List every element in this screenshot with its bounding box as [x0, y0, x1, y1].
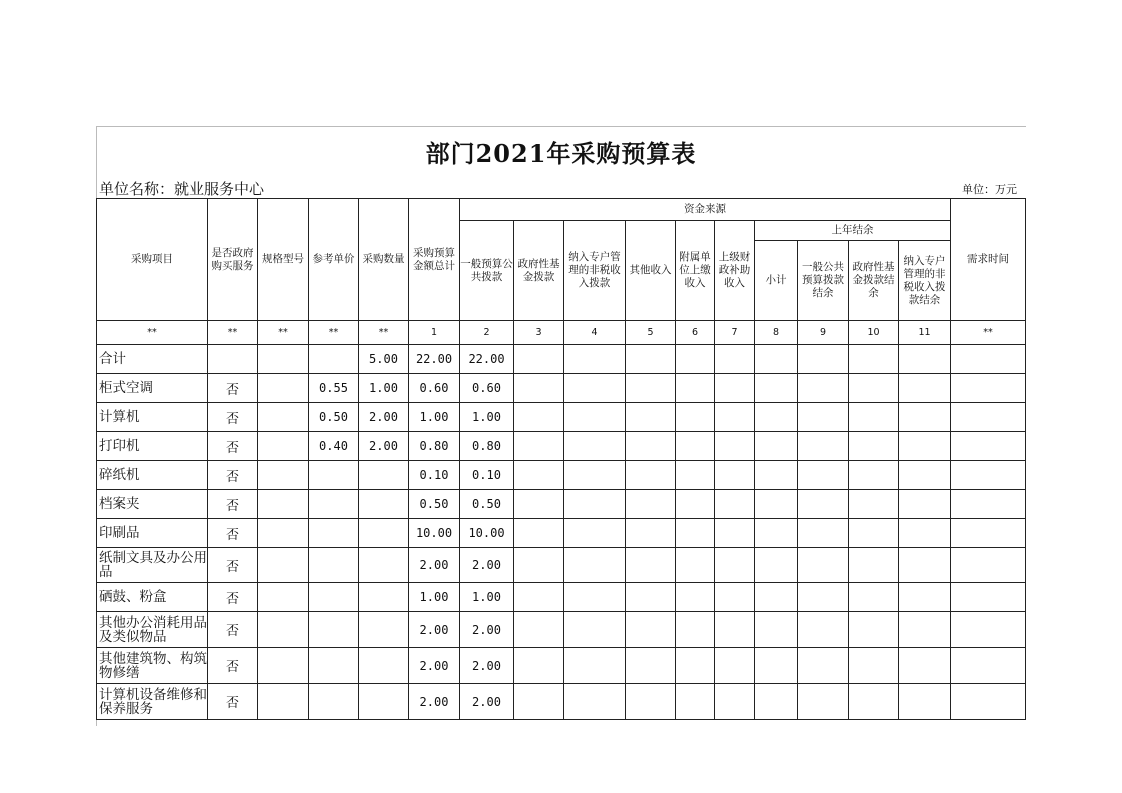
- header-spec: 规格型号: [258, 199, 309, 321]
- cell-spec: [258, 403, 309, 432]
- table-row: [97, 345, 1026, 374]
- header-fund-source: 资金来源: [460, 199, 951, 221]
- cell-empty: [715, 612, 755, 648]
- header-ly-non-tax: 纳入专户管理的非税收入拨款结余: [899, 241, 951, 321]
- cell-empty: [755, 684, 798, 720]
- cell-empty: [676, 684, 715, 720]
- cell-empty: [564, 345, 626, 374]
- code-cell: **: [97, 321, 208, 345]
- table-row: [97, 583, 1026, 612]
- cell-spec: [258, 490, 309, 519]
- table-row: [97, 648, 1026, 684]
- cell-empty: [849, 519, 899, 548]
- cell-empty: [715, 345, 755, 374]
- cell-qty: 5.00: [359, 345, 409, 374]
- header-gov-fund: 政府性基金拨款: [514, 221, 564, 321]
- cell-empty: [715, 432, 755, 461]
- cell-empty: [798, 519, 849, 548]
- cell-empty: [514, 374, 564, 403]
- cell-empty: [676, 519, 715, 548]
- cell-empty: [755, 612, 798, 648]
- cell-empty: [849, 432, 899, 461]
- cell-qty: [359, 583, 409, 612]
- cell-empty: [626, 548, 676, 583]
- cell-empty: [755, 432, 798, 461]
- cell-empty: [626, 684, 676, 720]
- cell-empty: [514, 432, 564, 461]
- cell-qty: 1.00: [359, 374, 409, 403]
- code-cell: 8: [755, 321, 798, 345]
- cell-empty: [676, 648, 715, 684]
- cell-empty: [626, 648, 676, 684]
- cell-empty: [899, 461, 951, 490]
- cell-total: 1.00: [409, 583, 460, 612]
- code-cell: **: [359, 321, 409, 345]
- cell-is-gov: 否: [208, 403, 258, 432]
- cell-empty: [899, 374, 951, 403]
- cell-empty: [514, 519, 564, 548]
- cell-empty: [798, 432, 849, 461]
- cell-empty: [564, 548, 626, 583]
- table-row: [97, 684, 1026, 720]
- cell-empty: [849, 684, 899, 720]
- code-cell: **: [309, 321, 359, 345]
- cell-empty: [849, 403, 899, 432]
- cell-ref-price: [309, 583, 359, 612]
- cell-general: 22.00: [460, 345, 514, 374]
- cell-general: 0.50: [460, 490, 514, 519]
- cell-qty: 2.00: [359, 432, 409, 461]
- cell-empty: [951, 403, 1026, 432]
- cell-empty: [899, 583, 951, 612]
- table-row: [97, 432, 1026, 461]
- cell-is-gov: 否: [208, 490, 258, 519]
- cell-qty: [359, 461, 409, 490]
- cell-item: 计算机设备维修和保养服务: [97, 684, 208, 720]
- header-ly-gov-fund: 政府性基金拨款结余: [849, 241, 899, 321]
- cell-empty: [849, 548, 899, 583]
- cell-general: 2.00: [460, 612, 514, 648]
- cell-empty: [514, 684, 564, 720]
- cell-empty: [564, 612, 626, 648]
- cell-empty: [849, 612, 899, 648]
- cell-empty: [951, 374, 1026, 403]
- cell-is-gov: 否: [208, 548, 258, 583]
- cell-total: 2.00: [409, 612, 460, 648]
- cell-empty: [715, 461, 755, 490]
- cell-empty: [676, 403, 715, 432]
- cell-empty: [849, 374, 899, 403]
- cell-empty: [798, 403, 849, 432]
- cell-empty: [798, 612, 849, 648]
- cell-empty: [899, 432, 951, 461]
- cell-empty: [951, 461, 1026, 490]
- cell-spec: [258, 548, 309, 583]
- cell-empty: [715, 548, 755, 583]
- cell-empty: [514, 461, 564, 490]
- cell-spec: [258, 374, 309, 403]
- header-last-year: 上年结余: [755, 221, 951, 241]
- cell-empty: [798, 548, 849, 583]
- header-affiliated: 附属单位上缴收入: [676, 221, 715, 321]
- cell-total: 1.00: [409, 403, 460, 432]
- cell-empty: [626, 612, 676, 648]
- cell-empty: [951, 432, 1026, 461]
- cell-is-gov: 否: [208, 684, 258, 720]
- cell-empty: [798, 490, 849, 519]
- cell-ref-price: [309, 490, 359, 519]
- cell-empty: [798, 374, 849, 403]
- cell-item: 其他建筑物、构筑物修缮: [97, 648, 208, 684]
- cell-spec: [258, 432, 309, 461]
- cell-empty: [514, 583, 564, 612]
- cell-is-gov: 否: [208, 519, 258, 548]
- cell-empty: [676, 461, 715, 490]
- cell-qty: [359, 648, 409, 684]
- cell-empty: [899, 548, 951, 583]
- cell-empty: [626, 345, 676, 374]
- cell-total: 2.00: [409, 684, 460, 720]
- cell-empty: [899, 612, 951, 648]
- table-row: [97, 374, 1026, 403]
- cell-empty: [798, 345, 849, 374]
- cell-item: 碎纸机: [97, 461, 208, 490]
- cell-empty: [798, 684, 849, 720]
- cell-spec: [258, 519, 309, 548]
- cell-empty: [951, 490, 1026, 519]
- code-cell: **: [258, 321, 309, 345]
- cell-general: 2.00: [460, 548, 514, 583]
- cell-is-gov: 否: [208, 583, 258, 612]
- cell-empty: [899, 684, 951, 720]
- cell-item: 硒鼓、粉盒: [97, 583, 208, 612]
- table-row: [97, 548, 1026, 583]
- cell-general: 0.10: [460, 461, 514, 490]
- table-row: [97, 403, 1026, 432]
- cell-empty: [755, 519, 798, 548]
- cell-item: 纸制文具及办公用品: [97, 548, 208, 583]
- cell-empty: [514, 490, 564, 519]
- cell-empty: [514, 548, 564, 583]
- cell-spec: [258, 461, 309, 490]
- cell-empty: [676, 612, 715, 648]
- table-row: [97, 519, 1026, 548]
- cell-empty: [755, 583, 798, 612]
- cell-empty: [715, 403, 755, 432]
- cell-empty: [755, 648, 798, 684]
- cell-total: 2.00: [409, 648, 460, 684]
- cell-item: 柜式空调: [97, 374, 208, 403]
- cell-empty: [715, 490, 755, 519]
- cell-qty: [359, 490, 409, 519]
- cell-total: 0.50: [409, 490, 460, 519]
- header-ref-price: 参考单价: [309, 199, 359, 321]
- cell-qty: [359, 519, 409, 548]
- cell-empty: [564, 519, 626, 548]
- cell-empty: [626, 519, 676, 548]
- cell-empty: [755, 345, 798, 374]
- header-budget-total: 采购预算金额总计: [409, 199, 460, 321]
- header-general-budget: 一般预算公共拨款: [460, 221, 514, 321]
- header-non-tax: 纳入专户管理的非税收入拨款: [564, 221, 626, 321]
- header-item: 采购项目: [97, 199, 208, 321]
- cell-empty: [951, 548, 1026, 583]
- cell-empty: [715, 583, 755, 612]
- cell-empty: [951, 519, 1026, 548]
- cell-empty: [899, 519, 951, 548]
- header-other-income: 其他收入: [626, 221, 676, 321]
- code-cell: **: [951, 321, 1026, 345]
- code-cell: 7: [715, 321, 755, 345]
- cell-empty: [626, 403, 676, 432]
- cell-ref-price: 0.40: [309, 432, 359, 461]
- cell-empty: [514, 648, 564, 684]
- cell-empty: [676, 432, 715, 461]
- cell-empty: [849, 648, 899, 684]
- cell-empty: [564, 583, 626, 612]
- cell-empty: [849, 490, 899, 519]
- cell-ref-price: [309, 612, 359, 648]
- code-cell: 9: [798, 321, 849, 345]
- cell-empty: [564, 461, 626, 490]
- cell-qty: 2.00: [359, 403, 409, 432]
- cell-general: 1.00: [460, 403, 514, 432]
- cell-empty: [798, 461, 849, 490]
- cell-empty: [676, 345, 715, 374]
- cell-item: 合计: [97, 345, 208, 374]
- unit-label: 单位：万元: [962, 183, 1017, 196]
- cell-spec: [258, 345, 309, 374]
- cell-ref-price: [309, 648, 359, 684]
- top-border: [96, 126, 1026, 127]
- code-cell: 10: [849, 321, 899, 345]
- cell-item: 其他办公消耗用品及类似物品: [97, 612, 208, 648]
- cell-empty: [755, 403, 798, 432]
- cell-general: 0.60: [460, 374, 514, 403]
- cell-item: 印刷品: [97, 519, 208, 548]
- cell-spec: [258, 583, 309, 612]
- cell-empty: [715, 684, 755, 720]
- header-subtotal: 小计: [755, 241, 798, 321]
- cell-empty: [899, 345, 951, 374]
- cell-qty: [359, 548, 409, 583]
- cell-empty: [951, 583, 1026, 612]
- header-demand-time: 需求时间: [951, 199, 1026, 321]
- code-cell: 4: [564, 321, 626, 345]
- cell-empty: [715, 519, 755, 548]
- page-title: 部门2021年采购预算表: [425, 139, 697, 168]
- unit-name: 单位名称：就业服务中心: [99, 180, 265, 198]
- cell-empty: [676, 490, 715, 519]
- cell-empty: [514, 345, 564, 374]
- header-qty: 采购数量: [359, 199, 409, 321]
- code-cell: 5: [626, 321, 676, 345]
- cell-empty: [755, 374, 798, 403]
- cell-empty: [676, 374, 715, 403]
- cell-empty: [951, 612, 1026, 648]
- cell-general: 2.00: [460, 648, 514, 684]
- cell-total: 2.00: [409, 548, 460, 583]
- cell-total: 0.60: [409, 374, 460, 403]
- cell-empty: [626, 461, 676, 490]
- cell-empty: [755, 461, 798, 490]
- cell-ref-price: [309, 684, 359, 720]
- cell-empty: [564, 374, 626, 403]
- cell-empty: [755, 548, 798, 583]
- cell-is-gov: 否: [208, 461, 258, 490]
- cell-empty: [564, 648, 626, 684]
- cell-ref-price: [309, 519, 359, 548]
- cell-item: 档案夹: [97, 490, 208, 519]
- cell-general: 1.00: [460, 583, 514, 612]
- code-cell: 2: [460, 321, 514, 345]
- cell-empty: [899, 648, 951, 684]
- cell-is-gov: 否: [208, 648, 258, 684]
- cell-general: 2.00: [460, 684, 514, 720]
- cell-empty: [564, 490, 626, 519]
- code-cell: 1: [409, 321, 460, 345]
- cell-is-gov: 否: [208, 432, 258, 461]
- cell-empty: [676, 548, 715, 583]
- cell-empty: [849, 583, 899, 612]
- cell-ref-price: 0.50: [309, 403, 359, 432]
- cell-empty: [951, 684, 1026, 720]
- cell-ref-price: [309, 461, 359, 490]
- cell-empty: [626, 490, 676, 519]
- cell-empty: [564, 684, 626, 720]
- code-cell: 6: [676, 321, 715, 345]
- cell-empty: [951, 648, 1026, 684]
- cell-empty: [849, 461, 899, 490]
- cell-empty: [715, 374, 755, 403]
- cell-total: 0.80: [409, 432, 460, 461]
- cell-empty: [514, 403, 564, 432]
- cell-empty: [899, 403, 951, 432]
- cell-total: 10.00: [409, 519, 460, 548]
- header-superior: 上级财政补助收入: [715, 221, 755, 321]
- table-row: [97, 612, 1026, 648]
- cell-empty: [899, 490, 951, 519]
- cell-spec: [258, 684, 309, 720]
- cell-spec: [258, 648, 309, 684]
- cell-empty: [626, 583, 676, 612]
- table-row: [97, 461, 1026, 490]
- cell-ref-price: 0.55: [309, 374, 359, 403]
- cell-total: 0.10: [409, 461, 460, 490]
- cell-ref-price: [309, 548, 359, 583]
- cell-empty: [951, 345, 1026, 374]
- cell-empty: [626, 432, 676, 461]
- cell-empty: [564, 432, 626, 461]
- cell-item: 打印机: [97, 432, 208, 461]
- cell-empty: [564, 403, 626, 432]
- cell-empty: [715, 648, 755, 684]
- code-cell: **: [208, 321, 258, 345]
- code-cell: 3: [514, 321, 564, 345]
- cell-empty: [676, 583, 715, 612]
- cell-qty: [359, 612, 409, 648]
- cell-empty: [798, 648, 849, 684]
- cell-qty: [359, 684, 409, 720]
- header-ly-general: 一般公共预算拨款结余: [798, 241, 849, 321]
- cell-empty: [798, 583, 849, 612]
- cell-ref-price: [309, 345, 359, 374]
- cell-spec: [258, 612, 309, 648]
- cell-item: 计算机: [97, 403, 208, 432]
- cell-empty: [755, 490, 798, 519]
- header-is-gov: 是否政府购买服务: [208, 199, 258, 321]
- cell-general: 10.00: [460, 519, 514, 548]
- cell-is-gov: 否: [208, 612, 258, 648]
- budget-table: [96, 198, 1026, 720]
- cell-empty: [626, 374, 676, 403]
- cell-is-gov: 否: [208, 374, 258, 403]
- cell-general: 0.80: [460, 432, 514, 461]
- cell-empty: [514, 612, 564, 648]
- code-cell: 11: [899, 321, 951, 345]
- cell-is-gov: [208, 345, 258, 374]
- table-row: [97, 490, 1026, 519]
- cell-empty: [849, 345, 899, 374]
- cell-total: 22.00: [409, 345, 460, 374]
